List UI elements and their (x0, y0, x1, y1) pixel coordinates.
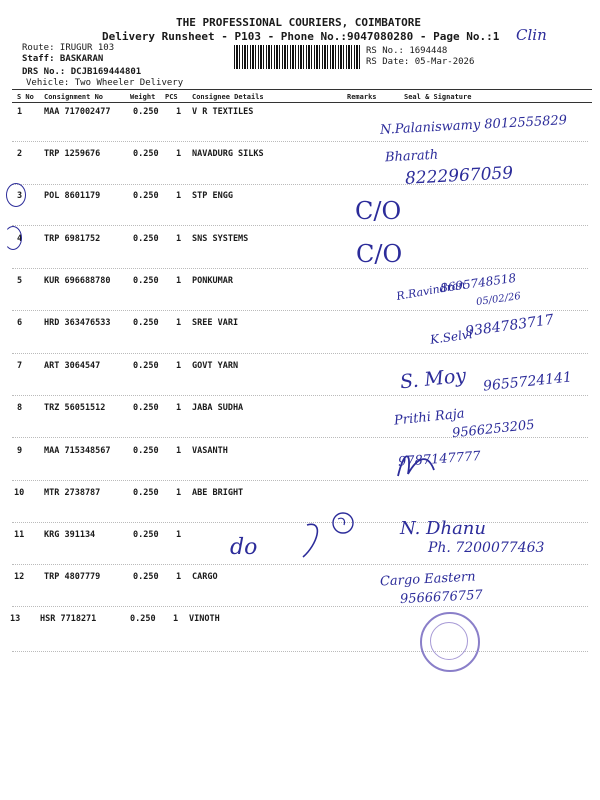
row-pcs: 1 (176, 107, 182, 117)
row-pcs: 1 (176, 361, 182, 371)
row-consignment: ART 3064547 (44, 361, 101, 371)
barcode (234, 45, 360, 69)
row-consignment: HSR 7718271 (40, 614, 97, 624)
row-consignment: TRP 4807779 (44, 572, 101, 582)
row-weight: 0.250 (133, 446, 159, 456)
row-consignee: PONKUMAR (192, 276, 233, 286)
row-sno: 1 (17, 107, 23, 117)
row-weight: 0.250 (133, 403, 159, 413)
row-separator (12, 395, 588, 396)
handwritten-co-row-4: C/O (356, 240, 403, 268)
circle-mark-row-3 (6, 183, 26, 207)
row-pcs: 1 (176, 403, 182, 413)
handwritten-name-row-11: N. Dhanu (400, 518, 486, 539)
row-weight: 0.250 (133, 572, 159, 582)
handwritten-phone-row-6: 9384783717 (464, 311, 555, 341)
row-weight: 0.250 (130, 614, 156, 624)
handwritten-name-row-6: K.Selvi (429, 327, 474, 347)
row-pcs: 1 (176, 530, 182, 540)
row-weight: 0.250 (133, 234, 159, 244)
row-consignment: KRG 391134 (44, 530, 96, 540)
col-consignee: Consignee Details (192, 93, 264, 101)
row-pcs: 1 (176, 488, 182, 498)
row-pcs: 1 (176, 318, 182, 328)
row-separator (12, 310, 588, 311)
row-separator (12, 353, 588, 354)
row-sno: 11 (14, 530, 25, 540)
rs-date: RS Date: 05-Mar-2026 (366, 57, 475, 67)
row-weight: 0.250 (133, 318, 159, 328)
corner-handwritten-note: Clin (516, 26, 547, 44)
row-consignee: SNS SYSTEMS (192, 234, 249, 244)
row-weight: 0.250 (133, 488, 159, 498)
row-pcs: 1 (176, 276, 182, 286)
handwritten-name-row-8: Prithi Raja (393, 406, 466, 429)
row-pcs: 1 (176, 234, 182, 244)
circle-mark-row-4 (4, 226, 22, 250)
row-weight: 0.250 (133, 361, 159, 371)
handwritten-phone-row-8: 9566253205 (451, 417, 536, 442)
row-consignee: CARGO (192, 572, 218, 582)
col-signature: Seal & Signature (404, 93, 472, 101)
runsheet-title: Delivery Runsheet - P103 - Phone No.:9047080280 - Page No.:1 (102, 30, 500, 43)
row-consignment: MAA 715348567 (44, 446, 111, 456)
row-pcs: 1 (176, 191, 182, 201)
row-consignment: TRP 6981752 (44, 234, 101, 244)
row-separator (12, 141, 588, 142)
signature-scribble-row-9 (394, 446, 440, 482)
vehicle: Vehicle: Two Wheeler Delivery (26, 78, 184, 88)
handwritten-co-row-3: C/O (355, 197, 402, 225)
handwritten-name-row-7: S. Moy (399, 364, 468, 394)
row-consignment: MAA 717002477 (44, 107, 111, 117)
handwritten-mark-row-11: do (230, 535, 258, 560)
row-pcs: 1 (176, 572, 182, 582)
handwritten-squiggle (295, 505, 365, 565)
row-consignee: JABA SUDHA (192, 403, 244, 413)
row-sno: 9 (17, 446, 23, 456)
handwritten-phone-row-7: 9655724141 (482, 369, 573, 395)
row-sno: 8 (17, 403, 23, 413)
row-pcs: 1 (176, 446, 182, 456)
row-consignee: GOVT YARN (192, 361, 239, 371)
row-consignee: STP ENGG (192, 191, 233, 201)
col-weight: Weight (130, 93, 156, 101)
row-consignment: TRZ 56051512 (44, 403, 106, 413)
staff: Staff: BASKARAN (22, 54, 104, 64)
col-consignment: Consignment No (44, 93, 104, 101)
row-separator (12, 184, 588, 185)
row-weight: 0.250 (133, 107, 159, 117)
drs-number: DRS No.: DCJB169444801 (22, 67, 142, 77)
row-weight: 0.250 (133, 191, 159, 201)
row-sno: 3 (17, 191, 23, 201)
row-pcs: 1 (173, 614, 179, 624)
row-separator (12, 606, 588, 607)
handwritten-phone-row-2: 8222967059 (404, 163, 514, 189)
row-separator (12, 651, 588, 652)
row-consignee: VASANTH (192, 446, 228, 456)
seal-stamp (420, 612, 480, 672)
row-sno: 13 (10, 614, 21, 624)
table-top-line (12, 89, 592, 90)
row-consignee: V R TEXTILES (192, 107, 254, 117)
row-consignee: NAVADURG SILKS (192, 149, 264, 159)
row-sno: 4 (17, 234, 23, 244)
handwritten-name-row-2: Bharath (384, 147, 439, 166)
handwritten-name-row-5: R.Ravindran (395, 278, 467, 303)
row-sno: 6 (17, 318, 23, 328)
col-pcs: PCS (165, 93, 178, 101)
row-sno: 10 (14, 488, 25, 498)
row-consignment: HRD 363476533 (44, 318, 111, 328)
col-sno: S No (17, 93, 34, 101)
handwritten-date-row-5: 05/02/26 (475, 290, 522, 309)
handwritten-signature-row-1: N.Palaniswamy 8012555829 (379, 113, 568, 138)
row-consignment: TRP 1259676 (44, 149, 101, 159)
row-sno: 5 (17, 276, 23, 286)
row-pcs: 1 (176, 149, 182, 159)
row-weight: 0.250 (133, 276, 159, 286)
handwritten-phone-row-12: 9566676757 (399, 587, 484, 608)
handwritten-name-row-12: Cargo Eastern (379, 569, 476, 590)
rs-number: RS No.: 1694448 (366, 46, 448, 56)
row-sno: 2 (17, 149, 23, 159)
row-separator (12, 225, 588, 226)
row-separator (12, 480, 588, 481)
route: Route: IRUGUR 103 (22, 43, 115, 53)
company-name: THE PROFESSIONAL COURIERS, COIMBATORE (176, 16, 422, 29)
row-consignee: SREE VARI (192, 318, 239, 328)
row-consignment: POL 8601179 (44, 191, 101, 201)
row-consignment: MTR 2738787 (44, 488, 101, 498)
row-weight: 0.250 (133, 149, 159, 159)
row-sno: 7 (17, 361, 23, 371)
col-remarks: Remarks (347, 93, 377, 101)
handwritten-phone-row-9: 9787147777 (397, 449, 482, 470)
handwritten-phone-row-5: 8695748518 (439, 270, 517, 296)
row-separator (12, 437, 588, 438)
handwritten-phone-row-11: Ph. 7200077463 (428, 540, 545, 556)
row-consignee: ABE BRIGHT (192, 488, 244, 498)
row-weight: 0.250 (133, 530, 159, 540)
row-sno: 12 (14, 572, 25, 582)
row-consignee: VINOTH (189, 614, 220, 624)
row-consignment: KUR 696688780 (44, 276, 111, 286)
table-header-line (12, 102, 592, 103)
row-separator (12, 268, 588, 269)
